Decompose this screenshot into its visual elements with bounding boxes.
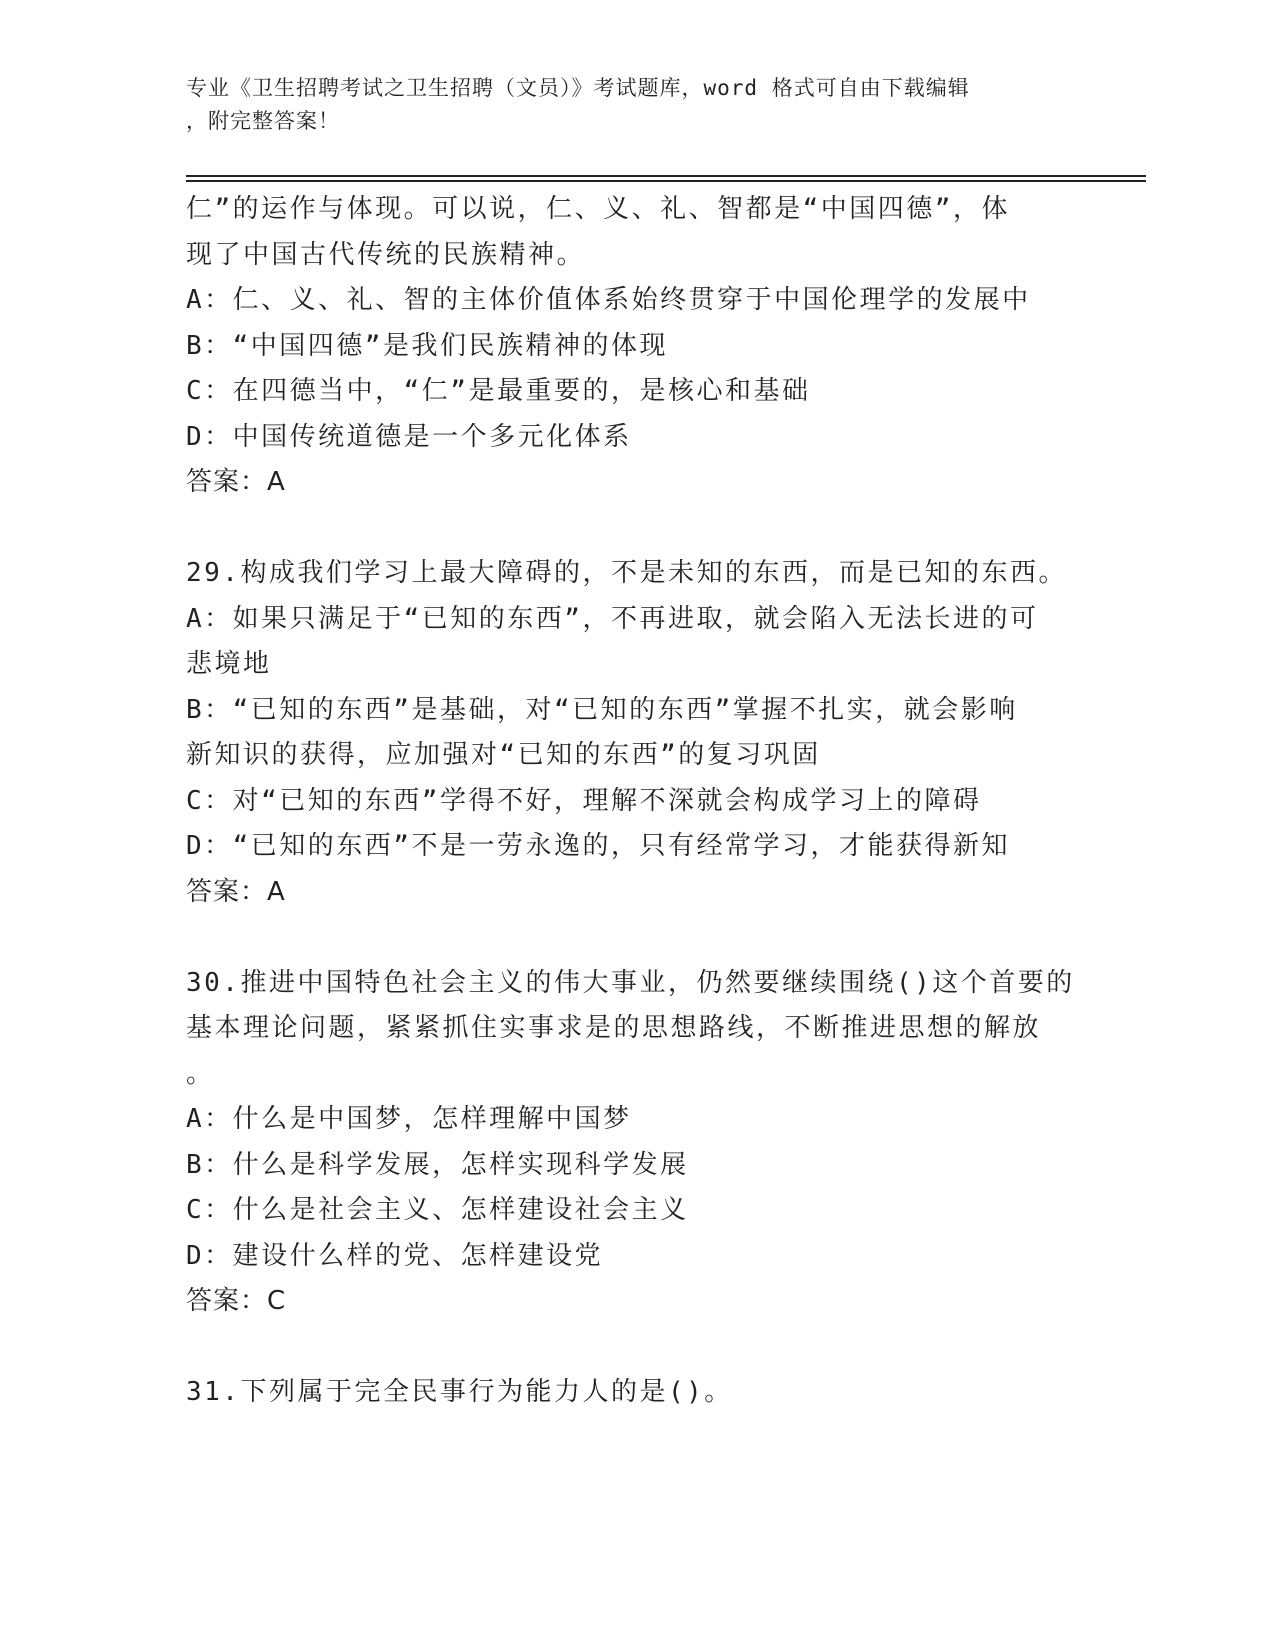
document-header bbox=[186, 72, 1066, 138]
spacer bbox=[186, 1325, 1086, 1371]
option-a: A：仁、义、礼、智的主体价值体系始终贯穿于中国伦理学的发展中 bbox=[186, 285, 1031, 315]
answer-line: 答案：C bbox=[186, 1286, 287, 1316]
answer-line: 答案：A bbox=[186, 876, 286, 907]
question-28 bbox=[186, 187, 1086, 506]
question-stem-line: 29.构成我们学习上最大障碍的，不是未知的东西，而是已知的东西。 bbox=[186, 558, 1067, 588]
question-stem-line: 现了中国古代传统的民族精神。 bbox=[186, 239, 586, 270]
option-b: B：“已知的东西”是基础，对“已知的东西”掌握不扎实，就会影响 bbox=[186, 694, 1018, 725]
header-line-2: ，附完整答案！ bbox=[186, 109, 340, 133]
option-c: C：什么是社会主义、怎样建设社会主义 bbox=[186, 1195, 689, 1225]
option-d: D：建设什么样的党、怎样建设党 bbox=[186, 1240, 604, 1271]
question-stem-line: 基本理论问题，紧紧抓住实事求是的思想路线，不断推进思想的解放 bbox=[186, 1013, 1042, 1043]
header-line-1: 专业《卫生招聘考试之卫生招聘（文员）》考试题库，word 格式可自由下载编辑 bbox=[186, 76, 970, 100]
question-30 bbox=[186, 961, 1086, 1325]
spacer bbox=[186, 506, 1086, 552]
option-c: C：在四德当中，“仁”是最重要的，是核心和基础 bbox=[186, 376, 811, 406]
spacer bbox=[186, 915, 1086, 961]
option-b: B：什么是科学发展，怎样实现科学发展 bbox=[186, 1149, 689, 1180]
question-stem-line: 30.推进中国特色社会主义的伟大事业，仍然要继续围绕()这个首要的 bbox=[186, 967, 1075, 998]
answer-line: 答案：A bbox=[186, 467, 286, 497]
option-a: A：如果只满足于“已知的东西”，不再进取，就会陷入无法长进的可 bbox=[186, 603, 1039, 634]
question-stem-line: 。 bbox=[186, 1058, 215, 1089]
question-content bbox=[186, 187, 1086, 1416]
option-d: D：中国传统道德是一个多元化体系 bbox=[186, 421, 632, 452]
option-a: A：什么是中国梦，怎样理解中国梦 bbox=[186, 1104, 632, 1134]
question-29 bbox=[186, 551, 1086, 915]
option-c: C：对“已知的东西”学得不好，理解不深就会构成学习上的障碍 bbox=[186, 785, 982, 816]
question-stem-line: 仁”的运作与体现。可以说，仁、义、礼、智都是“中国四德”，体 bbox=[186, 194, 1010, 224]
option-d: D：“已知的东西”不是一劳永逸的，只有经常学习，才能获得新知 bbox=[186, 831, 1010, 861]
question-stem-line: 31.下列属于完全民事行为能力人的是()。 bbox=[186, 1377, 733, 1407]
option-a-continued: 悲境地 bbox=[186, 649, 272, 679]
question-31 bbox=[186, 1370, 1086, 1416]
header-divider-bottom bbox=[186, 180, 1146, 182]
header-divider-top bbox=[186, 175, 1146, 177]
option-b: B：“中国四德”是我们民族精神的体现 bbox=[186, 330, 668, 361]
option-b-continued: 新知识的获得，应加强对“已知的东西”的复习巩固 bbox=[186, 740, 821, 770]
